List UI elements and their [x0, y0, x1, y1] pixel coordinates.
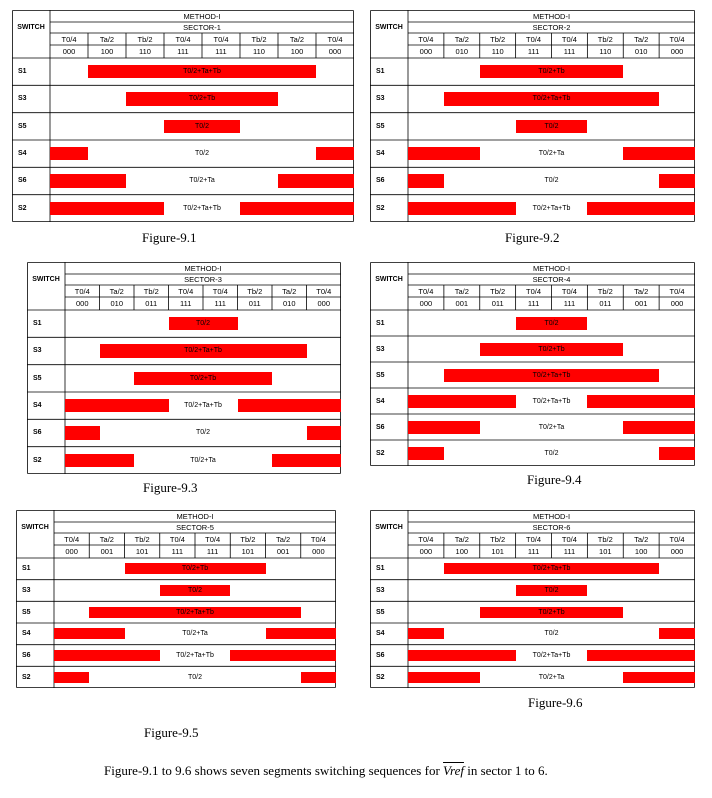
interval-label: T0/4 — [64, 534, 80, 544]
switch-on-bar — [65, 426, 100, 440]
interval-label: T0/4 — [526, 286, 542, 296]
switch-on-time-label: T0/2+Ta+Tb — [532, 651, 571, 659]
state-label: 111 — [215, 47, 227, 56]
state-label: 011 — [599, 299, 612, 308]
interval-label: T0/4 — [526, 34, 542, 44]
switch-on-bar — [408, 447, 444, 460]
switch-header: SWITCH — [32, 276, 60, 283]
switch-header: SWITCH — [17, 24, 45, 31]
sector-header: SECTOR-5 — [176, 523, 214, 532]
switch-on-bar — [278, 174, 354, 188]
interval-label: T0/4 — [561, 534, 577, 544]
switch-label-s4: S4 — [33, 402, 42, 410]
switching-figure-3 — [27, 262, 341, 474]
switch-label-s1: S1 — [33, 320, 42, 328]
figure-caption: Figure-9.5 — [144, 725, 199, 740]
state-label: 001 — [100, 547, 114, 556]
switch-label-s1: S1 — [376, 565, 385, 573]
interval-label: T0/4 — [175, 34, 191, 44]
switch-label-s6: S6 — [22, 651, 31, 659]
interval-label: Ta/2 — [276, 534, 291, 544]
vref-symbol: Vref — [443, 763, 464, 778]
switch-on-time-label: T0/2 — [195, 320, 210, 328]
switch-on-bar — [54, 672, 89, 683]
interval-label: Tb/2 — [143, 286, 159, 296]
switch-on-time-label: T0/2 — [544, 177, 559, 185]
switching-figure-4 — [370, 262, 695, 466]
switch-on-time-label: T0/2 — [187, 673, 202, 681]
interval-label: T0/4 — [669, 34, 685, 44]
method-header: METHOD-I — [532, 11, 571, 21]
figure-caption: Figure-9.6 — [528, 695, 583, 710]
state-label: 110 — [599, 47, 612, 56]
footer-text-before: Figure-9.1 to 9.6 shows seven segments switching sequences for — [104, 763, 444, 778]
method-header: METHOD-I — [532, 263, 571, 273]
state-label: 111 — [527, 47, 540, 56]
state-label: 010 — [634, 47, 648, 56]
switch-on-time-label: T0/2+Tb — [181, 565, 209, 573]
switch-on-bar — [65, 454, 134, 468]
switch-label-s1: S1 — [376, 319, 385, 327]
interval-label: Tb/2 — [490, 534, 506, 544]
switch-label-s5: S5 — [376, 608, 385, 616]
switch-on-bar — [301, 672, 336, 683]
state-label: 010 — [282, 299, 296, 308]
switch-label-s1: S1 — [376, 68, 385, 76]
state-label: 000 — [670, 547, 684, 556]
method-header: METHOD-I — [183, 11, 221, 21]
interval-label: T0/4 — [169, 534, 185, 544]
switch-on-bar — [408, 174, 444, 188]
interval-label: Ta/2 — [109, 286, 124, 296]
switch-header: SWITCH — [375, 524, 403, 531]
state-label: 000 — [75, 299, 89, 308]
interval-label: Ta/2 — [634, 534, 649, 544]
state-label: 100 — [455, 547, 469, 556]
state-label: 100 — [290, 47, 304, 56]
switching-figure-2 — [370, 10, 695, 222]
figure-caption: Figure-9.2 — [505, 230, 560, 245]
interval-label: Ta/2 — [99, 534, 114, 544]
method-header: METHOD-I — [176, 511, 214, 521]
figure-caption: Figure-9.3 — [143, 480, 198, 495]
interval-label: T0/4 — [178, 286, 194, 296]
switch-on-bar — [408, 421, 480, 434]
switch-label-s3: S3 — [33, 347, 42, 355]
switch-on-time-label: T0/2 — [544, 122, 559, 130]
switch-header: SWITCH — [21, 524, 49, 531]
switch-label-s6: S6 — [376, 651, 385, 659]
switching-figure-6 — [370, 510, 695, 688]
state-label: 001 — [276, 547, 290, 556]
state-label: 111 — [180, 299, 192, 308]
state-label: 000 — [62, 47, 76, 56]
state-label: 111 — [171, 547, 184, 556]
interval-label: T0/4 — [526, 534, 542, 544]
figure-caption: Figure-9.4 — [527, 472, 582, 487]
switch-on-bar — [659, 174, 695, 188]
state-label: 111 — [206, 547, 219, 556]
interval-label: Ta/2 — [634, 34, 649, 44]
switch-label-s3: S3 — [376, 345, 385, 353]
switch-on-time-label: T0/2+Ta+Tb — [183, 204, 221, 212]
switch-on-time-label: T0/2+Ta — [190, 456, 216, 464]
switch-on-time-label: T0/2 — [194, 150, 209, 158]
switch-on-time-label: T0/2+Ta — [182, 630, 208, 638]
switch-on-time-label: T0/2 — [544, 630, 559, 638]
interval-label: T0/4 — [213, 34, 229, 44]
state-label: 001 — [455, 299, 469, 308]
switch-on-bar — [408, 628, 444, 639]
switch-on-time-label: T0/2+Tb — [538, 345, 565, 353]
interval-label: T0/4 — [310, 534, 326, 544]
switch-label-s1: S1 — [22, 565, 31, 573]
state-label: 100 — [100, 47, 114, 56]
state-label: 000 — [419, 547, 433, 556]
switch-on-bar — [659, 447, 695, 460]
state-label: 011 — [491, 299, 504, 308]
state-label: 101 — [599, 547, 612, 556]
interval-label: Tb/2 — [490, 286, 506, 296]
interval-label: Ta/2 — [454, 286, 469, 296]
switch-label-s3: S3 — [22, 586, 31, 594]
switch-on-time-label: T0/2+Ta+Tb — [532, 371, 571, 379]
interval-label: T0/4 — [61, 34, 77, 44]
interval-label: T0/4 — [418, 286, 434, 296]
footer-text-after: in sector 1 to 6. — [463, 763, 548, 778]
interval-label: Tb/2 — [251, 34, 267, 44]
switch-on-time-label: T0/2+Ta — [538, 673, 565, 681]
switch-label-s2: S2 — [376, 673, 385, 681]
switching-figure-1 — [12, 10, 354, 222]
switch-on-bar — [623, 421, 695, 434]
interval-label: T0/4 — [327, 34, 343, 44]
switch-label-s3: S3 — [376, 95, 385, 103]
sector-header: SECTOR-3 — [184, 275, 222, 284]
switch-label-s4: S4 — [376, 630, 385, 638]
switch-on-bar — [408, 147, 480, 161]
switch-label-s2: S2 — [33, 456, 42, 464]
switch-on-bar — [623, 147, 695, 161]
sector-header: SECTOR-2 — [532, 23, 571, 32]
switch-on-time-label: T0/2 — [194, 122, 209, 130]
method-header: METHOD-I — [532, 511, 571, 521]
switch-header: SWITCH — [375, 276, 403, 283]
switch-header: SWITCH — [375, 24, 403, 31]
interval-label: T0/4 — [418, 34, 434, 44]
state-label: 000 — [670, 299, 684, 308]
interval-label: Ta/2 — [634, 286, 649, 296]
switch-label-s2: S2 — [22, 673, 31, 681]
sector-header: SECTOR-4 — [532, 275, 571, 284]
state-label: 010 — [110, 299, 123, 308]
sector-header: SECTOR-6 — [532, 523, 571, 532]
switch-on-bar — [272, 454, 341, 468]
state-label: 000 — [65, 547, 78, 556]
state-label: 000 — [312, 547, 325, 556]
state-label: 111 — [214, 299, 226, 308]
interval-label: Ta/2 — [99, 34, 115, 44]
switch-on-bar — [659, 628, 695, 639]
switch-label-s6: S6 — [376, 177, 385, 185]
switch-label-s6: S6 — [18, 177, 27, 185]
switch-label-s4: S4 — [22, 630, 31, 638]
state-label: 110 — [253, 47, 265, 56]
interval-label: T0/4 — [418, 534, 434, 544]
state-label: 010 — [455, 47, 469, 56]
switch-label-s5: S5 — [33, 374, 42, 382]
switch-label-s5: S5 — [376, 122, 385, 130]
interval-label: T0/4 — [212, 286, 228, 296]
switch-label-s4: S4 — [18, 150, 27, 158]
state-label: 111 — [527, 547, 540, 556]
interval-label: T0/4 — [74, 286, 90, 296]
state-label: 001 — [634, 299, 648, 308]
switch-label-s3: S3 — [18, 95, 27, 103]
state-label: 111 — [563, 547, 576, 556]
interval-label: T0/4 — [316, 286, 332, 296]
interval-label: Tb/2 — [240, 534, 256, 544]
footer-note — [104, 763, 548, 779]
switch-on-bar — [316, 147, 354, 161]
state-label: 111 — [527, 299, 540, 308]
switch-on-time-label: T0/2+Ta+Tb — [532, 397, 571, 405]
switch-on-time-label: T0/2+Ta+Tb — [532, 204, 571, 212]
switch-on-time-label: T0/2 — [195, 429, 210, 437]
switch-label-s2: S2 — [376, 204, 385, 212]
state-label: 111 — [563, 47, 576, 56]
switch-label-s2: S2 — [18, 204, 27, 212]
interval-label: T0/4 — [561, 286, 577, 296]
switch-on-time-label: T0/2+Ta — [538, 150, 565, 158]
method-header: METHOD-I — [184, 263, 222, 273]
figure-caption: Figure-9.1 — [142, 230, 197, 245]
switch-label-s1: S1 — [18, 68, 27, 76]
switch-on-time-label: T0/2+Ta+Tb — [183, 68, 221, 76]
state-label: 000 — [328, 47, 342, 56]
state-label: 101 — [241, 547, 255, 556]
interval-label: Tb/2 — [247, 286, 263, 296]
interval-label: T0/4 — [669, 286, 685, 296]
interval-label: Tb/2 — [490, 34, 506, 44]
switch-on-time-label: T0/2+Tb — [188, 95, 216, 103]
switch-label-s4: S4 — [376, 150, 385, 158]
switch-on-time-label: T0/2+Ta+Tb — [184, 402, 222, 410]
switch-on-bar — [50, 174, 126, 188]
switch-label-s6: S6 — [33, 429, 42, 437]
switch-label-s3: S3 — [376, 586, 385, 594]
state-label: 110 — [139, 47, 151, 56]
switch-on-time-label: T0/2+Tb — [538, 68, 565, 76]
switch-on-time-label: T0/2+Ta — [189, 177, 215, 185]
switch-on-bar — [307, 426, 342, 440]
switching-figure-5 — [16, 510, 336, 688]
switch-on-time-label: T0/2+Ta — [538, 423, 565, 431]
switch-on-time-label: T0/2+Ta+Tb — [184, 347, 222, 355]
switch-on-bar — [623, 672, 695, 683]
interval-label: T0/4 — [205, 534, 221, 544]
state-label: 101 — [491, 547, 504, 556]
switch-on-bar — [266, 628, 337, 639]
switch-on-time-label: T0/2+Ta+Tb — [176, 651, 214, 659]
state-label: 000 — [419, 47, 433, 56]
state-label: 000 — [670, 47, 684, 56]
switch-on-bar — [50, 147, 88, 161]
switch-label-s6: S6 — [376, 423, 385, 431]
interval-label: Ta/2 — [289, 34, 305, 44]
state-label: 011 — [145, 299, 158, 308]
interval-label: Ta/2 — [282, 286, 297, 296]
switch-on-time-label: T0/2 — [544, 586, 559, 594]
switch-on-time-label: T0/2+Ta+Tb — [532, 565, 571, 573]
state-label: 000 — [317, 299, 330, 308]
interval-label: Tb/2 — [137, 34, 153, 44]
switch-label-s2: S2 — [376, 449, 385, 457]
interval-label: Ta/2 — [454, 534, 469, 544]
interval-label: Tb/2 — [134, 534, 150, 544]
interval-label: T0/4 — [669, 534, 685, 544]
state-label: 000 — [419, 299, 433, 308]
state-label: 100 — [634, 547, 648, 556]
switch-on-time-label: T0/2 — [544, 449, 559, 457]
sector-header: SECTOR-1 — [183, 23, 221, 32]
state-label: 011 — [248, 299, 261, 308]
interval-label: T0/4 — [561, 34, 577, 44]
switch-label-s5: S5 — [376, 371, 385, 379]
switch-on-bar — [408, 672, 480, 683]
state-label: 111 — [563, 299, 576, 308]
switch-on-time-label: T0/2+Ta+Tb — [532, 95, 571, 103]
switch-label-s5: S5 — [18, 122, 27, 130]
interval-label: Tb/2 — [597, 534, 613, 544]
switch-label-s4: S4 — [376, 397, 385, 405]
switch-on-time-label: T0/2+Ta+Tb — [176, 608, 214, 616]
switch-on-time-label: T0/2+Tb — [189, 374, 217, 382]
switch-on-time-label: T0/2+Tb — [538, 608, 565, 616]
switch-on-bar — [54, 628, 125, 639]
state-label: 111 — [177, 47, 189, 56]
switch-on-time-label: T0/2 — [187, 586, 202, 594]
interval-label: Ta/2 — [454, 34, 469, 44]
interval-label: Tb/2 — [597, 286, 613, 296]
switch-label-s5: S5 — [22, 608, 31, 616]
state-label: 110 — [491, 47, 504, 56]
interval-label: Tb/2 — [597, 34, 613, 44]
switch-on-time-label: T0/2 — [544, 319, 559, 327]
state-label: 101 — [135, 547, 149, 556]
